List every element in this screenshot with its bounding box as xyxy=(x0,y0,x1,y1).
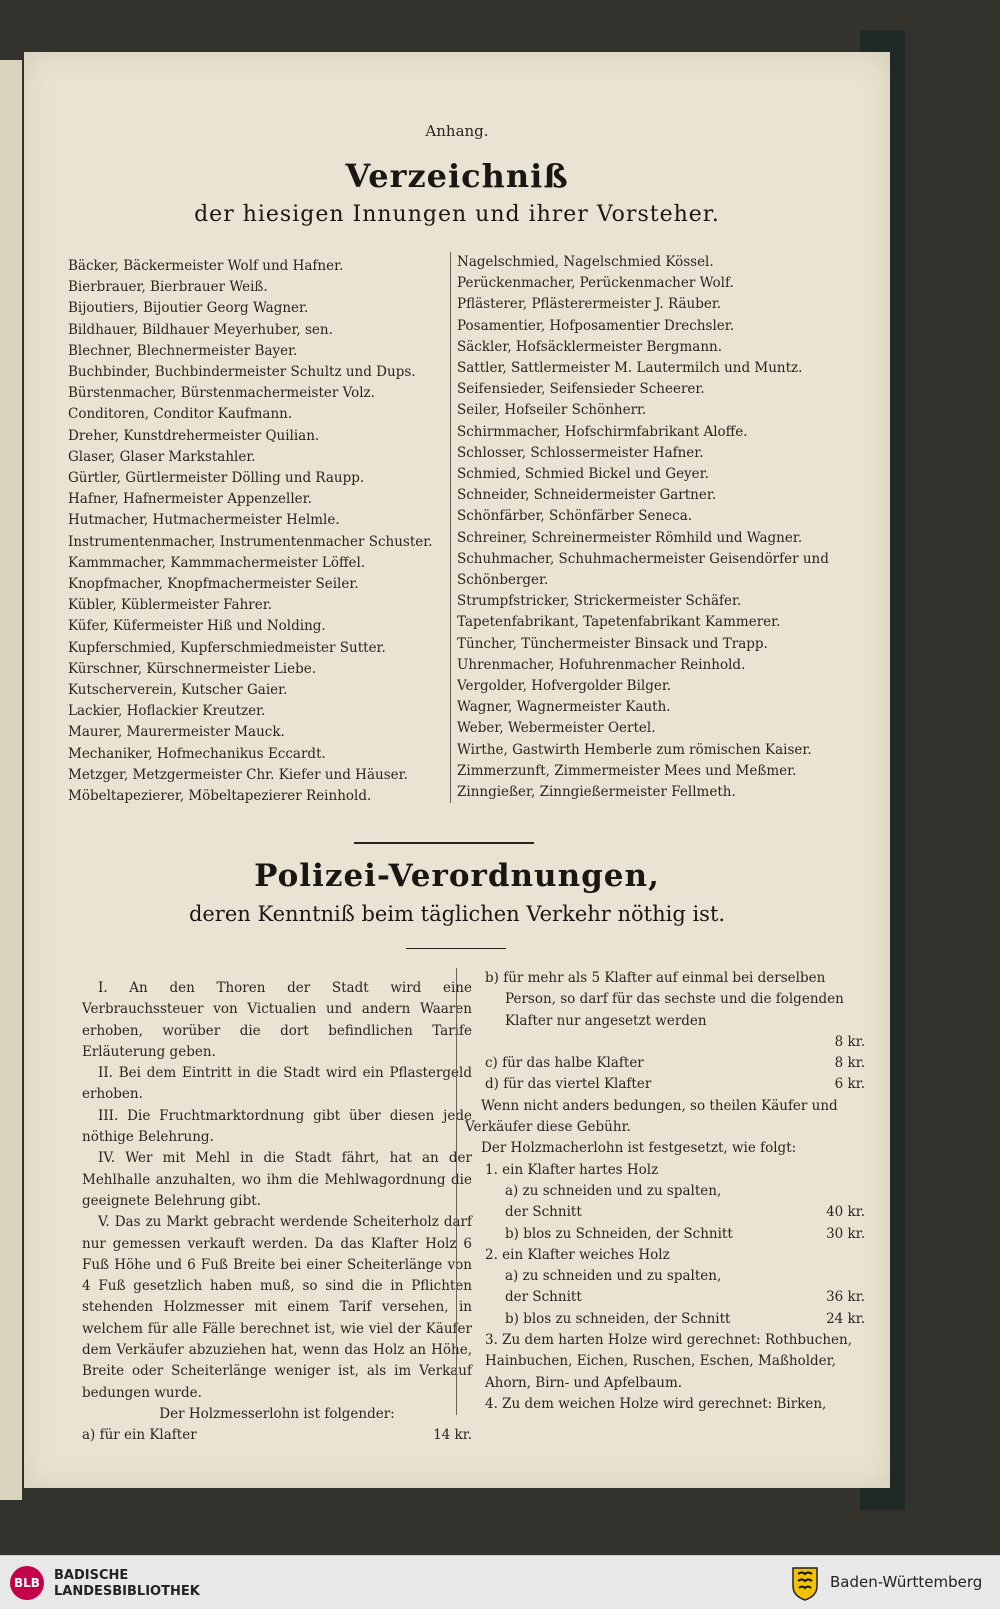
fee-price: 14 kr. xyxy=(433,1427,472,1444)
section-divider xyxy=(406,948,506,949)
paragraph: 4. Zu dem weichen Holze wird gerechnet: Birken, xyxy=(485,1395,827,1412)
fee-price: 36 kr. xyxy=(826,1289,865,1306)
blb-logo[interactable]: BLB xyxy=(10,1566,44,1600)
list-item: Dreher, Kunstdrehermeister Quilian. xyxy=(68,427,320,444)
section-title: Polizei-Verordnungen, xyxy=(254,858,660,894)
library-name-line2: LANDESBIBLIOTHEK xyxy=(54,1584,200,1599)
list-item: Hutmacher, Hutmachermeister Helmle. xyxy=(68,512,340,529)
page-title: Verzeichniß xyxy=(345,157,569,195)
fee-row xyxy=(465,1074,865,1095)
state-name[interactable]: Baden-Württemberg xyxy=(830,1573,983,1591)
list-item: Perückenmacher, Perückenmacher Wolf. xyxy=(457,275,734,292)
list-item: Uhrenmacher, Hofuhrenmacher Reinhold. xyxy=(457,656,746,673)
guild-list-left xyxy=(68,256,448,807)
list-item: Zimmerzunft, Zimmermeister Mees und Meßmer. xyxy=(457,762,797,779)
list-item: Bildhauer, Bildhauer Meyerhuber, sen. xyxy=(68,321,333,338)
list-item: Kübler, Küblermeister Fahrer. xyxy=(68,597,272,614)
fee-price: 30 kr. xyxy=(826,1225,865,1242)
list-item: Buchbinder, Buchbindermeister Schultz und Dups. xyxy=(68,364,416,381)
list-item: Conditoren, Conditor Kaufmann. xyxy=(68,406,293,423)
facing-page-edge xyxy=(0,60,22,1500)
list-item: Knopfmacher, Knopfmachermeister Seiler. xyxy=(68,576,359,593)
list-item: Sattler, Sattlermeister M. Lautermilch und Muntz. xyxy=(457,360,803,377)
fee-row xyxy=(465,1287,865,1308)
list-item: Schreiner, Schreinermeister Römhild und Wagner. xyxy=(457,529,803,546)
fee-row xyxy=(465,1202,865,1223)
running-head: Anhang. xyxy=(425,122,489,140)
list-item: Tapetenfabrikant, Tapetenfabrikant Kammerer. xyxy=(457,614,781,631)
list-item: Bäcker, Bäckermeister Wolf und Hafner. xyxy=(68,258,344,274)
list-item: Strumpfstricker, Strickermeister Schäfer. xyxy=(457,593,742,610)
list-item: Bierbrauer, Bierbrauer Weiß. xyxy=(68,279,268,296)
fee-label: b) blos zu Schneiden, der Schnitt xyxy=(505,1225,733,1242)
paragraph: Der Holzmesserlohn ist folgender: xyxy=(159,1405,395,1422)
fee-price: 24 kr. xyxy=(826,1310,865,1327)
list-item: Gürtler, Gürtlermeister Dölling und Raupp. xyxy=(68,470,365,487)
list-item: Maurer, Maurermeister Mauck. xyxy=(68,724,285,741)
list-item: Lackier, Hoflackier Kreutzer. xyxy=(68,703,266,720)
ordinance-column-left xyxy=(82,978,472,1447)
paragraph: a) zu schneiden und zu spalten, xyxy=(505,1268,722,1285)
fee-price: 40 kr. xyxy=(826,1204,865,1221)
section-divider xyxy=(354,842,534,844)
list-item: Schönfärber, Schönfärber Seneca. xyxy=(457,508,693,525)
list-item: Pflästerer, Pflästerermeister J. Räuber. xyxy=(457,296,722,313)
paragraph: Der Holzmacherlohn ist festgesetzt, wie folgt: xyxy=(481,1140,797,1157)
fee-row xyxy=(82,1425,472,1446)
list-item: Seiler, Hofseiler Schönherr. xyxy=(457,402,647,419)
list-item: Küfer, Küfermeister Hiß und Nolding. xyxy=(68,618,326,635)
fee-price: 8 kr. xyxy=(834,1033,865,1050)
list-item: Instrumentenmacher, Instrumentenmacher Schuster. xyxy=(68,533,433,550)
list-item: Hafner, Hafnermeister Appenzeller. xyxy=(68,491,312,508)
paragraph: IV. Wer mit Mehl in die Stadt fährt, hat an der Mehlhalle anzuhalten, wo ihm die Mehlwagordnung die geeignete Belehrung gibt. xyxy=(82,1150,472,1209)
list-item: Glaser, Glaser Markstahler. xyxy=(68,448,256,465)
list-item: Möbeltapezierer, Möbeltapezierer Reinhold. xyxy=(68,788,372,805)
library-name[interactable] xyxy=(54,1568,200,1600)
paragraph: b) für mehr als 5 Klafter auf einmal bei derselben Person, so darf für das sechste und die folgenden Klafter nur angesetzt werden xyxy=(485,970,844,1029)
paragraph: 2. ein Klafter weiches Holz xyxy=(485,1246,670,1263)
fee-row xyxy=(465,1224,865,1245)
list-item: Schlosser, Schlossermeister Hafner. xyxy=(457,444,704,461)
list-item: Schneider, Schneidermeister Gartner. xyxy=(457,487,717,504)
ordinance-column-right xyxy=(456,968,865,1415)
fee-label: a) für ein Klafter xyxy=(82,1427,197,1444)
list-item: Schuhmacher, Schuhmachermeister Geisendörfer und Schönberger. xyxy=(457,550,829,589)
list-item: Posamentier, Hofposamentier Drechsler. xyxy=(457,317,735,334)
list-item: Kürschner, Kürschnermeister Liebe. xyxy=(68,660,317,677)
guild-list-right xyxy=(450,252,862,803)
list-item: Schirmmacher, Hofschirmfabrikant Aloffe. xyxy=(457,423,748,440)
fee-label: der Schnitt xyxy=(505,1289,582,1306)
fee-label: d) für das viertel Klafter xyxy=(485,1076,652,1093)
fee-label: der Schnitt xyxy=(505,1204,582,1221)
list-item: Kupferschmied, Kupferschmiedmeister Sutter. xyxy=(68,639,386,656)
list-item: Schmied, Schmied Bickel und Geyer. xyxy=(457,466,709,483)
page-subtitle: der hiesigen Innungen und ihrer Vorsteher. xyxy=(194,202,720,227)
list-item: Zinngießer, Zinngießermeister Fellmeth. xyxy=(457,784,736,801)
list-item: Bijoutiers, Bijoutier Georg Wagner. xyxy=(68,300,309,317)
library-name-line1: BADISCHE xyxy=(54,1568,129,1583)
footer-bar xyxy=(0,1555,1000,1609)
fee-price: 8 kr. xyxy=(834,1055,865,1072)
lions-crest-icon xyxy=(790,1564,820,1602)
fee-label: b) blos zu schneiden, der Schnitt xyxy=(505,1310,731,1327)
list-item: Wirthe, Gastwirth Hemberle zum römischen Kaiser. xyxy=(457,741,812,758)
list-item: Weber, Webermeister Oertel. xyxy=(457,720,656,737)
paragraph: 1. ein Klafter hartes Holz xyxy=(485,1161,659,1178)
list-item: Kammmacher, Kammmachermeister Löffel. xyxy=(68,554,366,571)
section-subtitle: deren Kenntniß beim täglichen Verkehr nöthig ist. xyxy=(188,902,726,926)
list-item: Vergolder, Hofvergolder Bilger. xyxy=(457,678,672,695)
paragraph: V. Das zu Markt gebracht werdende Scheiterholz darf nur gemessen verkauft werden. Da das Klafter Holz 6 Fuß Höhe und 6 Fuß Breite bei einer Scheiterlänge von 4 Fuß gesetzlich haben muß, so sind die in Pflichten stehenden Holzmesser mit einem Tarif versehen, in welchem für alle Fälle berechnet ist, wie viel der Käufer dem Verkäufer abzuziehen hat, wenn das Holz an Höhe, Breite oder Scheiterlänge weniger ist, als im Verkauf bedungen wurde. xyxy=(82,1214,472,1401)
fee-row xyxy=(465,1309,865,1330)
list-item: Bürstenmacher, Bürstenmachermeister Volz. xyxy=(68,385,375,402)
paragraph: III. Die Fruchtmarktordnung gibt über diesen jede nöthige Belehrung. xyxy=(82,1107,472,1146)
paragraph: Wenn nicht anders bedungen, so theilen Käufer und Verkäufer diese Gebühr. xyxy=(465,1097,838,1136)
list-item: Mechaniker, Hofmechanikus Eccardt. xyxy=(68,745,326,762)
list-item: Säckler, Hofsäcklermeister Bergmann. xyxy=(457,338,723,355)
list-item: Kutscherverein, Kutscher Gaier. xyxy=(68,682,288,699)
list-item: Wagner, Wagnermeister Kauth. xyxy=(457,699,671,716)
fee-row xyxy=(465,1053,865,1074)
fee-price: 6 kr. xyxy=(834,1076,865,1093)
document-page xyxy=(24,52,890,1488)
list-item: Seifensieder, Seifensieder Scheerer. xyxy=(457,381,705,398)
list-item: Tüncher, Tünchermeister Binsack und Trapp. xyxy=(457,635,768,652)
paragraph: a) zu schneiden und zu spalten, xyxy=(505,1182,722,1199)
paragraph: II. Bei dem Eintritt in die Stadt wird ein Pflastergeld erhoben. xyxy=(82,1065,472,1103)
fee-row xyxy=(465,1032,865,1053)
fee-label: c) für das halbe Klafter xyxy=(485,1055,644,1072)
list-item: Nagelschmied, Nagelschmied Kössel. xyxy=(457,254,714,270)
paragraph: I. An den Thoren der Stadt wird eine Verbrauchssteuer von Victualien und andern Waaren erhoben, worüber die dort befindlichen Tarife Erläuterung geben. xyxy=(82,980,472,1060)
list-item: Blechner, Blechnermeister Bayer. xyxy=(68,342,298,359)
list-item: Metzger, Metzgermeister Chr. Kiefer und Häuser. xyxy=(68,766,408,783)
paragraph: 3. Zu dem harten Holze wird gerechnet: Rothbuchen, Hainbuchen, Eichen, Ruschen, Eschen, Maßholder, Ahorn, Birn- und Apfelbaum. xyxy=(485,1332,852,1391)
